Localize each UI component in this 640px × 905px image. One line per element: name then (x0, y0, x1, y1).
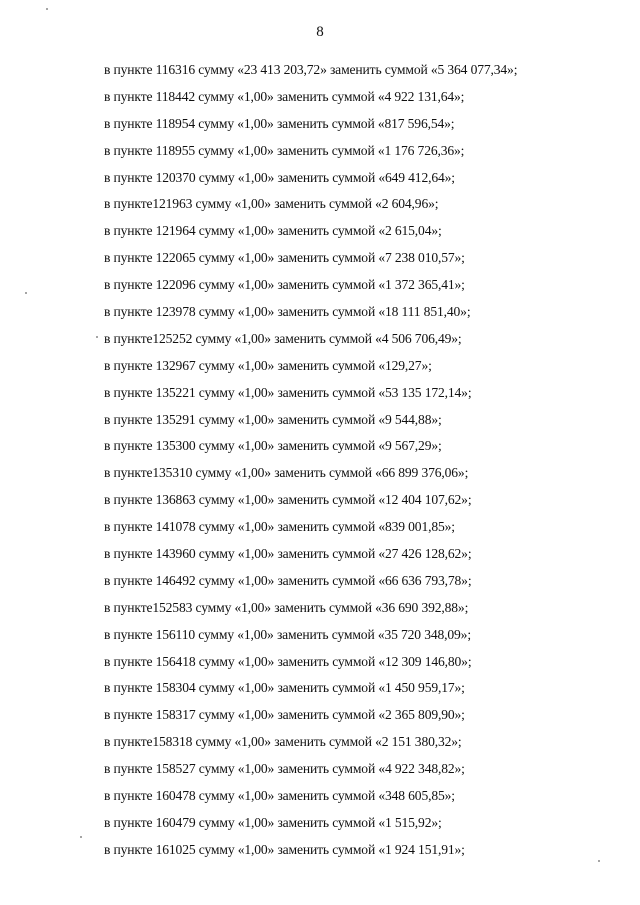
amendment-line: в пункте 160479 сумму «1,00» заменить суммой «1 515,92»; (104, 814, 442, 830)
amendment-line: в пункте 121964 сумму «1,00» заменить суммой «2 615,04»; (104, 223, 442, 239)
scan-speck (46, 8, 48, 10)
amendment-line: в пункте 118954 сумму «1,00» заменить суммой «817 596,54»; (104, 115, 455, 131)
scan-speck (80, 836, 82, 838)
amendment-line: в пункте152583 сумму «1,00» заменить суммой «36 690 392,88»; (104, 599, 469, 615)
scan-speck (96, 336, 98, 338)
amendment-line: в пункте 120370 сумму «1,00» заменить суммой «649 412,64»; (104, 169, 455, 185)
amendment-line: в пункте 135300 сумму «1,00» заменить суммой «9 567,29»; (104, 438, 442, 454)
amendment-line: в пункте 156110 сумму «1,00» заменить суммой «35 720 348,09»; (104, 626, 471, 642)
amendment-line: в пункте 143960 сумму «1,00» заменить суммой «27 426 128,62»; (104, 546, 472, 562)
amendment-line: в пункте 156418 сумму «1,00» заменить суммой «12 309 146,80»; (104, 653, 472, 669)
amendment-list (104, 60, 624, 867)
amendment-line: в пункте 132967 сумму «1,00» заменить суммой «129,27»; (104, 357, 432, 373)
amendment-line: в пункте 146492 сумму «1,00» заменить суммой «66 636 793,78»; (104, 572, 472, 588)
amendment-line: в пункте158318 сумму «1,00» заменить суммой «2 151 380,32»; (104, 734, 462, 750)
amendment-line: в пункте 122065 сумму «1,00» заменить суммой «7 238 010,57»; (104, 250, 465, 266)
amendment-line: в пункте 118955 сумму «1,00» заменить суммой «1 176 726,36»; (104, 142, 465, 158)
amendment-line: в пункте 141078 сумму «1,00» заменить суммой «839 001,85»; (104, 519, 455, 535)
amendment-line: в пункте121963 сумму «1,00» заменить суммой «2 604,96»; (104, 196, 439, 212)
amendment-line: в пункте 116316 сумму «23 413 203,72» заменить суммой «5 364 077,34»; (104, 62, 518, 77)
amendment-line: в пункте 122096 сумму «1,00» заменить суммой «1 372 365,41»; (104, 277, 465, 293)
page-number: 8 (316, 24, 324, 40)
amendment-line: в пункте135310 сумму «1,00» заменить суммой «66 899 376,06»; (104, 465, 469, 481)
scan-speck (25, 292, 27, 294)
amendment-line: в пункте 135291 сумму «1,00» заменить суммой «9 544,88»; (104, 411, 442, 427)
amendment-line: в пункте 161025 сумму «1,00» заменить суммой «1 924 151,91»; (104, 841, 465, 857)
amendment-line: в пункте 136863 сумму «1,00» заменить суммой «12 404 107,62»; (104, 492, 472, 508)
amendment-line: в пункте 123978 сумму «1,00» заменить суммой «18 111 851,40»; (104, 304, 471, 320)
amendment-line: в пункте125252 сумму «1,00» заменить суммой «4 506 706,49»; (104, 330, 462, 346)
amendment-line: в пункте 160478 сумму «1,00» заменить суммой «348 605,85»; (104, 788, 455, 804)
amendment-line: в пункте 158527 сумму «1,00» заменить суммой «4 922 348,82»; (104, 761, 465, 777)
amendment-line: в пункте 135221 сумму «1,00» заменить суммой «53 135 172,14»; (104, 384, 472, 400)
amendment-line: в пункте 118442 сумму «1,00» заменить суммой «4 922 131,64»; (104, 88, 465, 104)
amendment-line: в пункте 158317 сумму «1,00» заменить суммой «2 365 809,90»; (104, 707, 465, 723)
amendment-line: в пункте 158304 сумму «1,00» заменить суммой «1 450 959,17»; (104, 680, 465, 696)
